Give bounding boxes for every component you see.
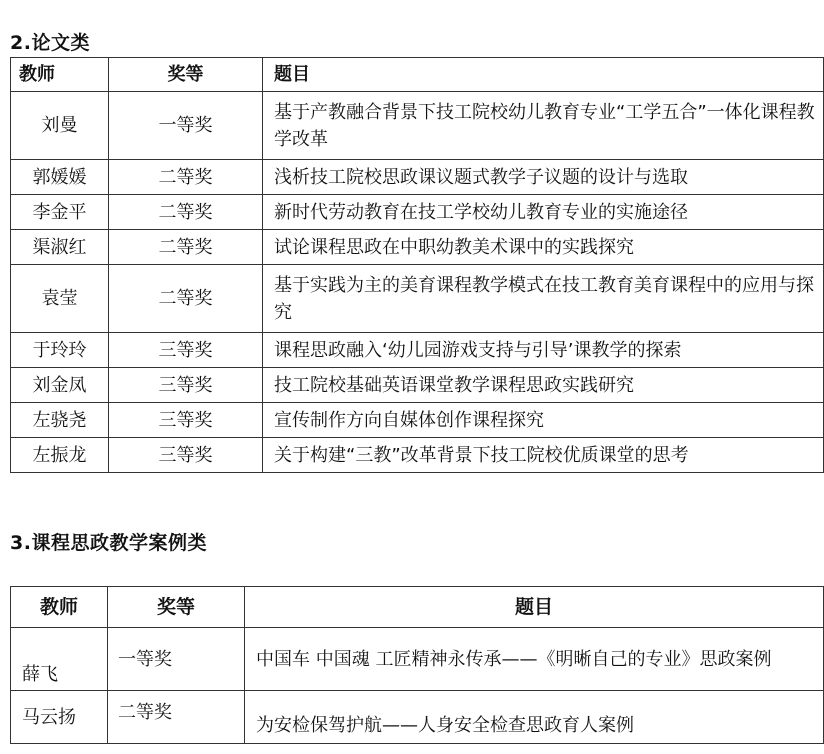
table-header-row	[11, 58, 824, 92]
table-row	[11, 438, 824, 473]
title-cell: 技工院校基础英语课堂教学课程思政实践研究	[263, 368, 824, 403]
teacher-cell: 刘金凤	[11, 368, 109, 403]
award-cell: 二等奖	[109, 195, 263, 230]
table-row	[11, 265, 824, 333]
teacher-cell: 李金平	[11, 195, 109, 230]
award-cell: 一等奖	[109, 92, 263, 160]
column-header-title: 题目	[263, 58, 824, 92]
award-cell: 二等奖	[109, 160, 263, 195]
column-header-title: 题目	[245, 587, 824, 628]
title-cell: 宣传制作方向自媒体创作课程探究	[263, 403, 824, 438]
teacher-cell: 薛飞	[11, 628, 108, 691]
award-cell: 二等奖	[109, 230, 263, 265]
cases-award-table	[10, 586, 824, 744]
papers-award-table	[10, 57, 824, 473]
teacher-cell: 于玲玲	[11, 333, 109, 368]
award-cell: 三等奖	[109, 438, 263, 473]
table-row	[11, 691, 824, 744]
award-cell: 二等奖	[109, 265, 263, 333]
table-row	[11, 160, 824, 195]
table-header-row	[11, 587, 824, 628]
title-cell: 基于产教融合背景下技工院校幼儿教育专业“工学五合”一体化课程教学改革	[263, 92, 824, 160]
title-cell: 为安检保驾护航——人身安全检查思政育人案例	[245, 691, 824, 744]
teacher-cell: 袁莹	[11, 265, 109, 333]
teacher-cell: 马云扬	[11, 691, 108, 744]
teacher-cell: 刘曼	[11, 92, 109, 160]
section-heading-cases: 3.课程思政教学案例类	[10, 532, 207, 554]
title-cell: 关于构建“三教”改革背景下技工院校优质课堂的思考	[263, 438, 824, 473]
award-cell: 三等奖	[109, 333, 263, 368]
title-cell: 基于实践为主的美育课程教学模式在技工教育美育课程中的应用与探究	[263, 265, 824, 333]
teacher-cell: 郭媛媛	[11, 160, 109, 195]
table-row	[11, 368, 824, 403]
column-header-teacher: 教师	[11, 58, 109, 92]
column-header-teacher: 教师	[11, 587, 108, 628]
table-row	[11, 195, 824, 230]
table-row	[11, 333, 824, 368]
table-row	[11, 628, 824, 691]
title-cell: 浅析技工院校思政课议题式教学子议题的设计与选取	[263, 160, 824, 195]
title-cell: 中国车 中国魂 工匠精神永传承——《明晰自己的专业》思政案例	[245, 628, 824, 691]
teacher-cell: 左振龙	[11, 438, 109, 473]
teacher-cell: 左骁尧	[11, 403, 109, 438]
award-cell: 三等奖	[109, 403, 263, 438]
section-heading-papers: 2.论文类	[10, 32, 90, 54]
award-cell: 三等奖	[109, 368, 263, 403]
table-row	[11, 403, 824, 438]
table-row	[11, 92, 824, 160]
column-header-award: 奖等	[109, 58, 263, 92]
title-cell: 试论课程思政在中职幼教美术课中的实践探究	[263, 230, 824, 265]
teacher-cell: 渠淑红	[11, 230, 109, 265]
column-header-award: 奖等	[108, 587, 245, 628]
title-cell: 课程思政融入‘幼儿园游戏支持与引导’课教学的探索	[263, 333, 824, 368]
award-cell: 一等奖	[108, 628, 245, 691]
award-cell: 二等奖	[108, 691, 245, 744]
title-cell: 新时代劳动教育在技工学校幼儿教育专业的实施途径	[263, 195, 824, 230]
table-row	[11, 230, 824, 265]
